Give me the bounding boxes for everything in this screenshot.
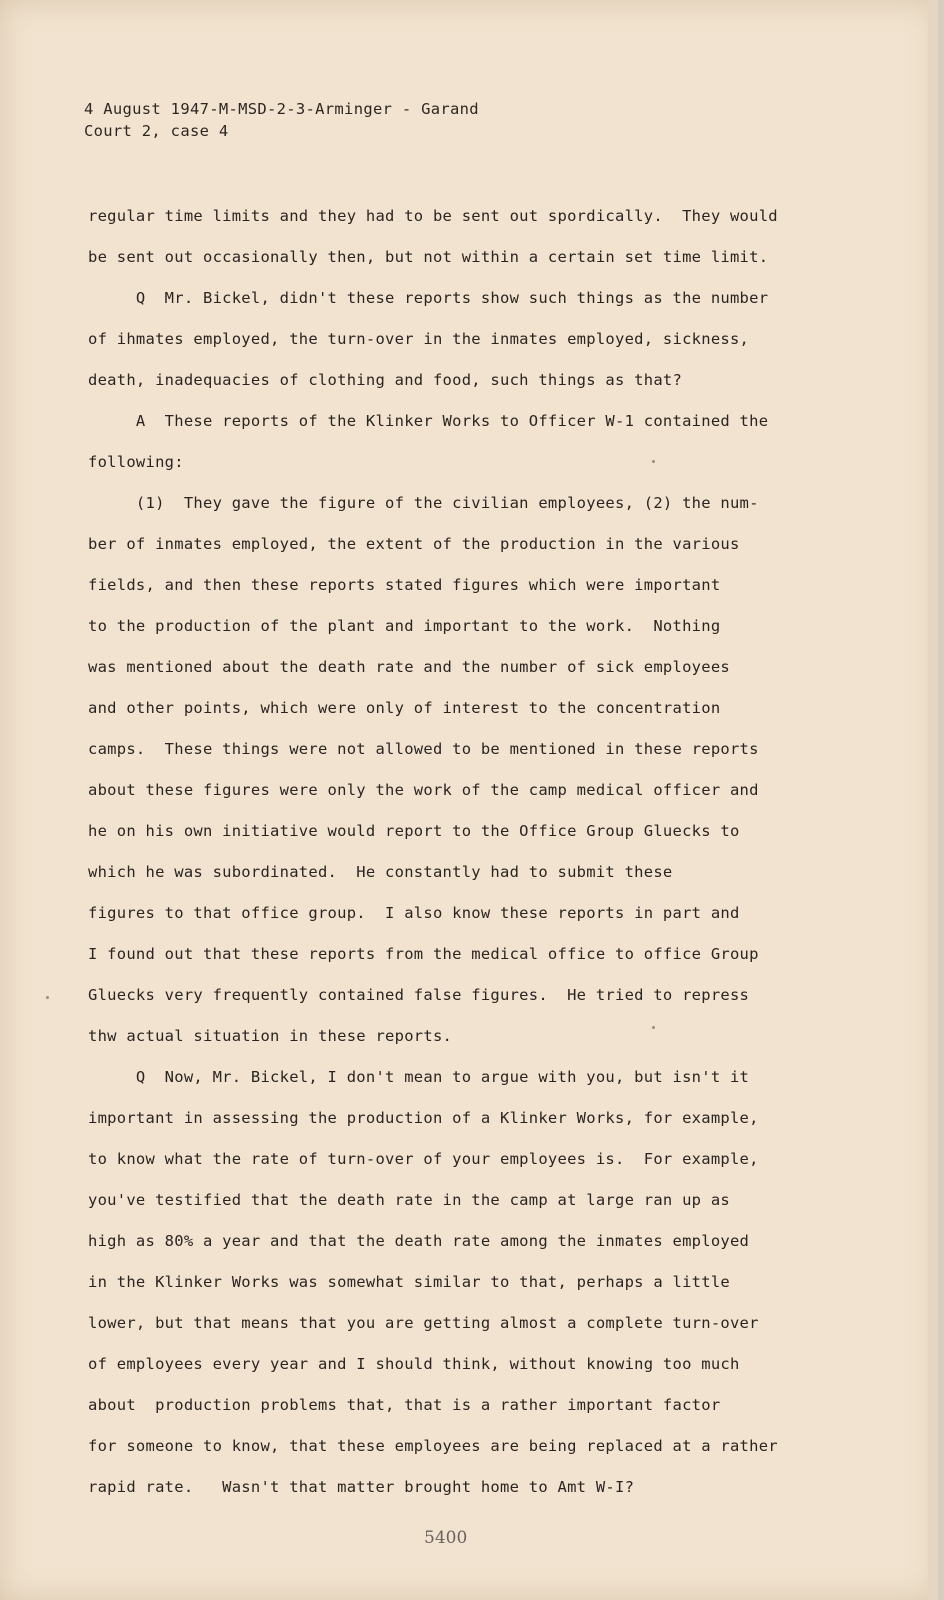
body-line: thw actual situation in these reports. [88, 1027, 453, 1045]
body-line: Q Now, Mr. Bickel, I don't mean to argue with you, but isn't it [88, 1068, 750, 1086]
body-line: which he was subordinated. He constantly had to submit these [88, 863, 673, 881]
header-line-court: Court 2, case 4 [84, 122, 229, 140]
paper-speck [46, 996, 49, 999]
header-line-date: 4 August 1947-M-MSD-2-3-Arminger - Garand [84, 100, 479, 118]
body-line: you've testified that the death rate in the camp at large ran up as [88, 1191, 730, 1209]
body-line: figures to that office group. I also know these reports in part and [88, 904, 740, 922]
body-line: of employees every year and I should think, without knowing too much [88, 1355, 740, 1373]
body-line: of ihmates employed, the turn-over in the inmates employed, sickness, [88, 330, 750, 348]
page-number: 5400 [424, 1528, 468, 1548]
transcript-body [88, 196, 848, 1508]
body-line: high as 80% a year and that the death rate among the inmates employed [88, 1232, 750, 1250]
body-line: ber of inmates employed, the extent of the production in the various [88, 535, 740, 553]
body-line: regular time limits and they had to be sent out spordically. They would [88, 207, 778, 225]
body-line: and other points, which were only of interest to the concentration [88, 699, 721, 717]
body-line: be sent out occasionally then, but not within a certain set time limit. [88, 248, 769, 266]
body-line: A These reports of the Klinker Works to Officer W-1 contained the [88, 412, 769, 430]
body-line: to know what the rate of turn-over of your employees is. For example, [88, 1150, 759, 1168]
body-line: for someone to know, that these employees are being replaced at a rather [88, 1437, 778, 1455]
body-line: to the production of the plant and important to the work. Nothing [88, 617, 721, 635]
body-line: he on his own initiative would report to the Office Group Gluecks to [88, 822, 740, 840]
body-line: important in assessing the production of a Klinker Works, for example, [88, 1109, 759, 1127]
body-line: in the Klinker Works was somewhat similar to that, perhaps a little [88, 1273, 730, 1291]
body-line: fields, and then these reports stated figures which were important [88, 576, 721, 594]
document-header [84, 98, 479, 142]
body-line: was mentioned about the death rate and the number of sick employees [88, 658, 730, 676]
paper-speck [652, 1026, 655, 1029]
page-edge [928, 0, 938, 1600]
body-line: following: [88, 453, 184, 471]
body-line: lower, but that means that you are getting almost a complete turn-over [88, 1314, 759, 1332]
body-line: Gluecks very frequently contained false figures. He tried to repress [88, 986, 750, 1004]
body-line: I found out that these reports from the medical office to office Group [88, 945, 759, 963]
body-line: rapid rate. Wasn't that matter brought home to Amt W-I? [88, 1478, 635, 1496]
body-line: Q Mr. Bickel, didn't these reports show such things as the number [88, 289, 769, 307]
body-line: death, inadequacies of clothing and food, such things as that? [88, 371, 683, 389]
body-line: about these figures were only the work of the camp medical officer and [88, 781, 759, 799]
paper-speck [652, 460, 655, 463]
body-line: (1) They gave the figure of the civilian employees, (2) the num- [88, 494, 759, 512]
body-line: about production problems that, that is a rather important factor [88, 1396, 721, 1414]
body-line: camps. These things were not allowed to be mentioned in these reports [88, 740, 759, 758]
